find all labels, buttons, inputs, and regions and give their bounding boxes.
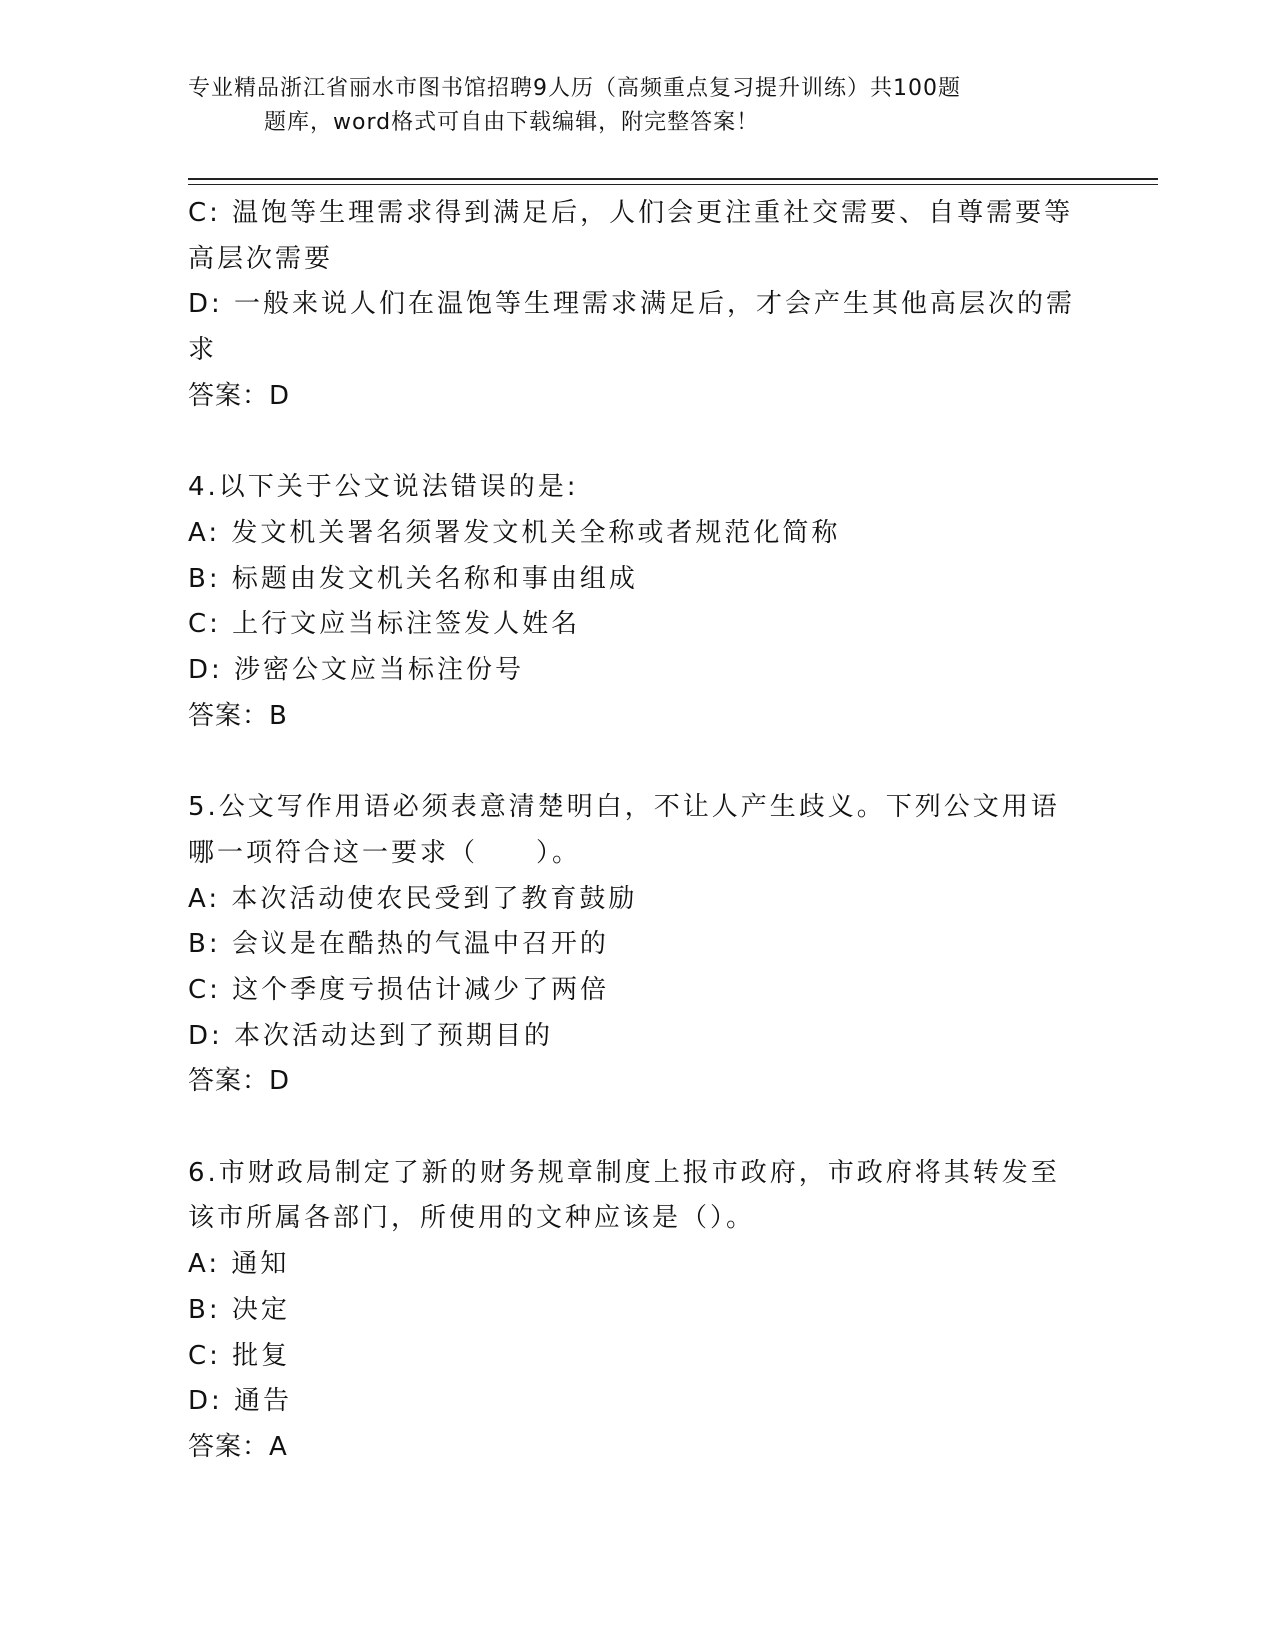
q4-option-d: D: 涉密公文应当标注份号 xyxy=(188,655,525,686)
header-divider-thick xyxy=(188,178,1158,180)
question-3 xyxy=(188,191,1088,420)
q5-option-d: D: 本次活动达到了预期目的 xyxy=(188,1020,554,1051)
q6-stem-line2: 该市所属各部门，所使用的文种应该是（）。 xyxy=(188,1203,756,1234)
q3-option-d-line2: 求 xyxy=(188,335,218,366)
q6-option-d: D: 通告 xyxy=(188,1386,293,1417)
q5-answer: 答案：D xyxy=(188,1066,291,1097)
q3-answer: 答案：D xyxy=(188,380,291,411)
spacer xyxy=(188,739,1088,785)
q5-stem-line1: 5.公文写作用语必须表意清楚明白，不让人产生歧义。下列公文用语 xyxy=(188,792,1060,823)
header-title-line2: 题库，word格式可自由下载编辑，附完整答案！ xyxy=(264,110,760,135)
spacer xyxy=(188,420,1088,466)
q5-option-b: B: 会议是在酷热的气温中召开的 xyxy=(188,929,609,960)
q6-option-b: B: 决定 xyxy=(188,1294,290,1325)
document-header xyxy=(188,72,1048,140)
header-divider-thin xyxy=(188,184,1158,185)
q6-answer: 答案：A xyxy=(188,1431,288,1462)
q4-answer: 答案：B xyxy=(188,700,288,731)
header-title-line1: 专业精品浙江省丽水市图书馆招聘9人历（高频重点复习提升训练）共100题 xyxy=(188,76,961,101)
q3-option-c-line1: C: 温饱等生理需求得到满足后，人们会更注重社交需要、自尊需要等 xyxy=(188,198,1074,228)
q4-option-b: B: 标题由发文机关名称和事由组成 xyxy=(188,563,638,594)
q4-option-a: A: 发文机关署名须署发文机关全称或者规范化简称 xyxy=(188,517,841,548)
q6-stem-line1: 6.市财政局制定了新的财务规章制度上报市政府，市政府将其转发至 xyxy=(188,1157,1060,1188)
q4-stem: 4.以下关于公文说法错误的是: xyxy=(188,472,579,503)
q4-option-c: C: 上行文应当标注签发人姓名 xyxy=(188,609,581,640)
document-body xyxy=(188,191,1088,1471)
q5-stem-line2: 哪一项符合这一要求（ ）。 xyxy=(188,837,582,868)
q5-option-c: C: 这个季度亏损估计减少了两倍 xyxy=(188,974,610,1005)
q5-option-a: A: 本次活动使农民受到了教育鼓励 xyxy=(188,883,638,914)
question-5 xyxy=(188,785,1088,1105)
q6-option-c: C: 批复 xyxy=(188,1340,291,1371)
q3-option-c-line2: 高层次需要 xyxy=(188,243,334,274)
question-6 xyxy=(188,1151,1088,1471)
question-4 xyxy=(188,465,1088,739)
q3-option-d-line1: D: 一般来说人们在温饱等生理需求满足后，才会产生其他高层次的需 xyxy=(188,289,1076,320)
spacer xyxy=(188,1105,1088,1151)
q6-option-a: A: 通知 xyxy=(188,1249,290,1280)
